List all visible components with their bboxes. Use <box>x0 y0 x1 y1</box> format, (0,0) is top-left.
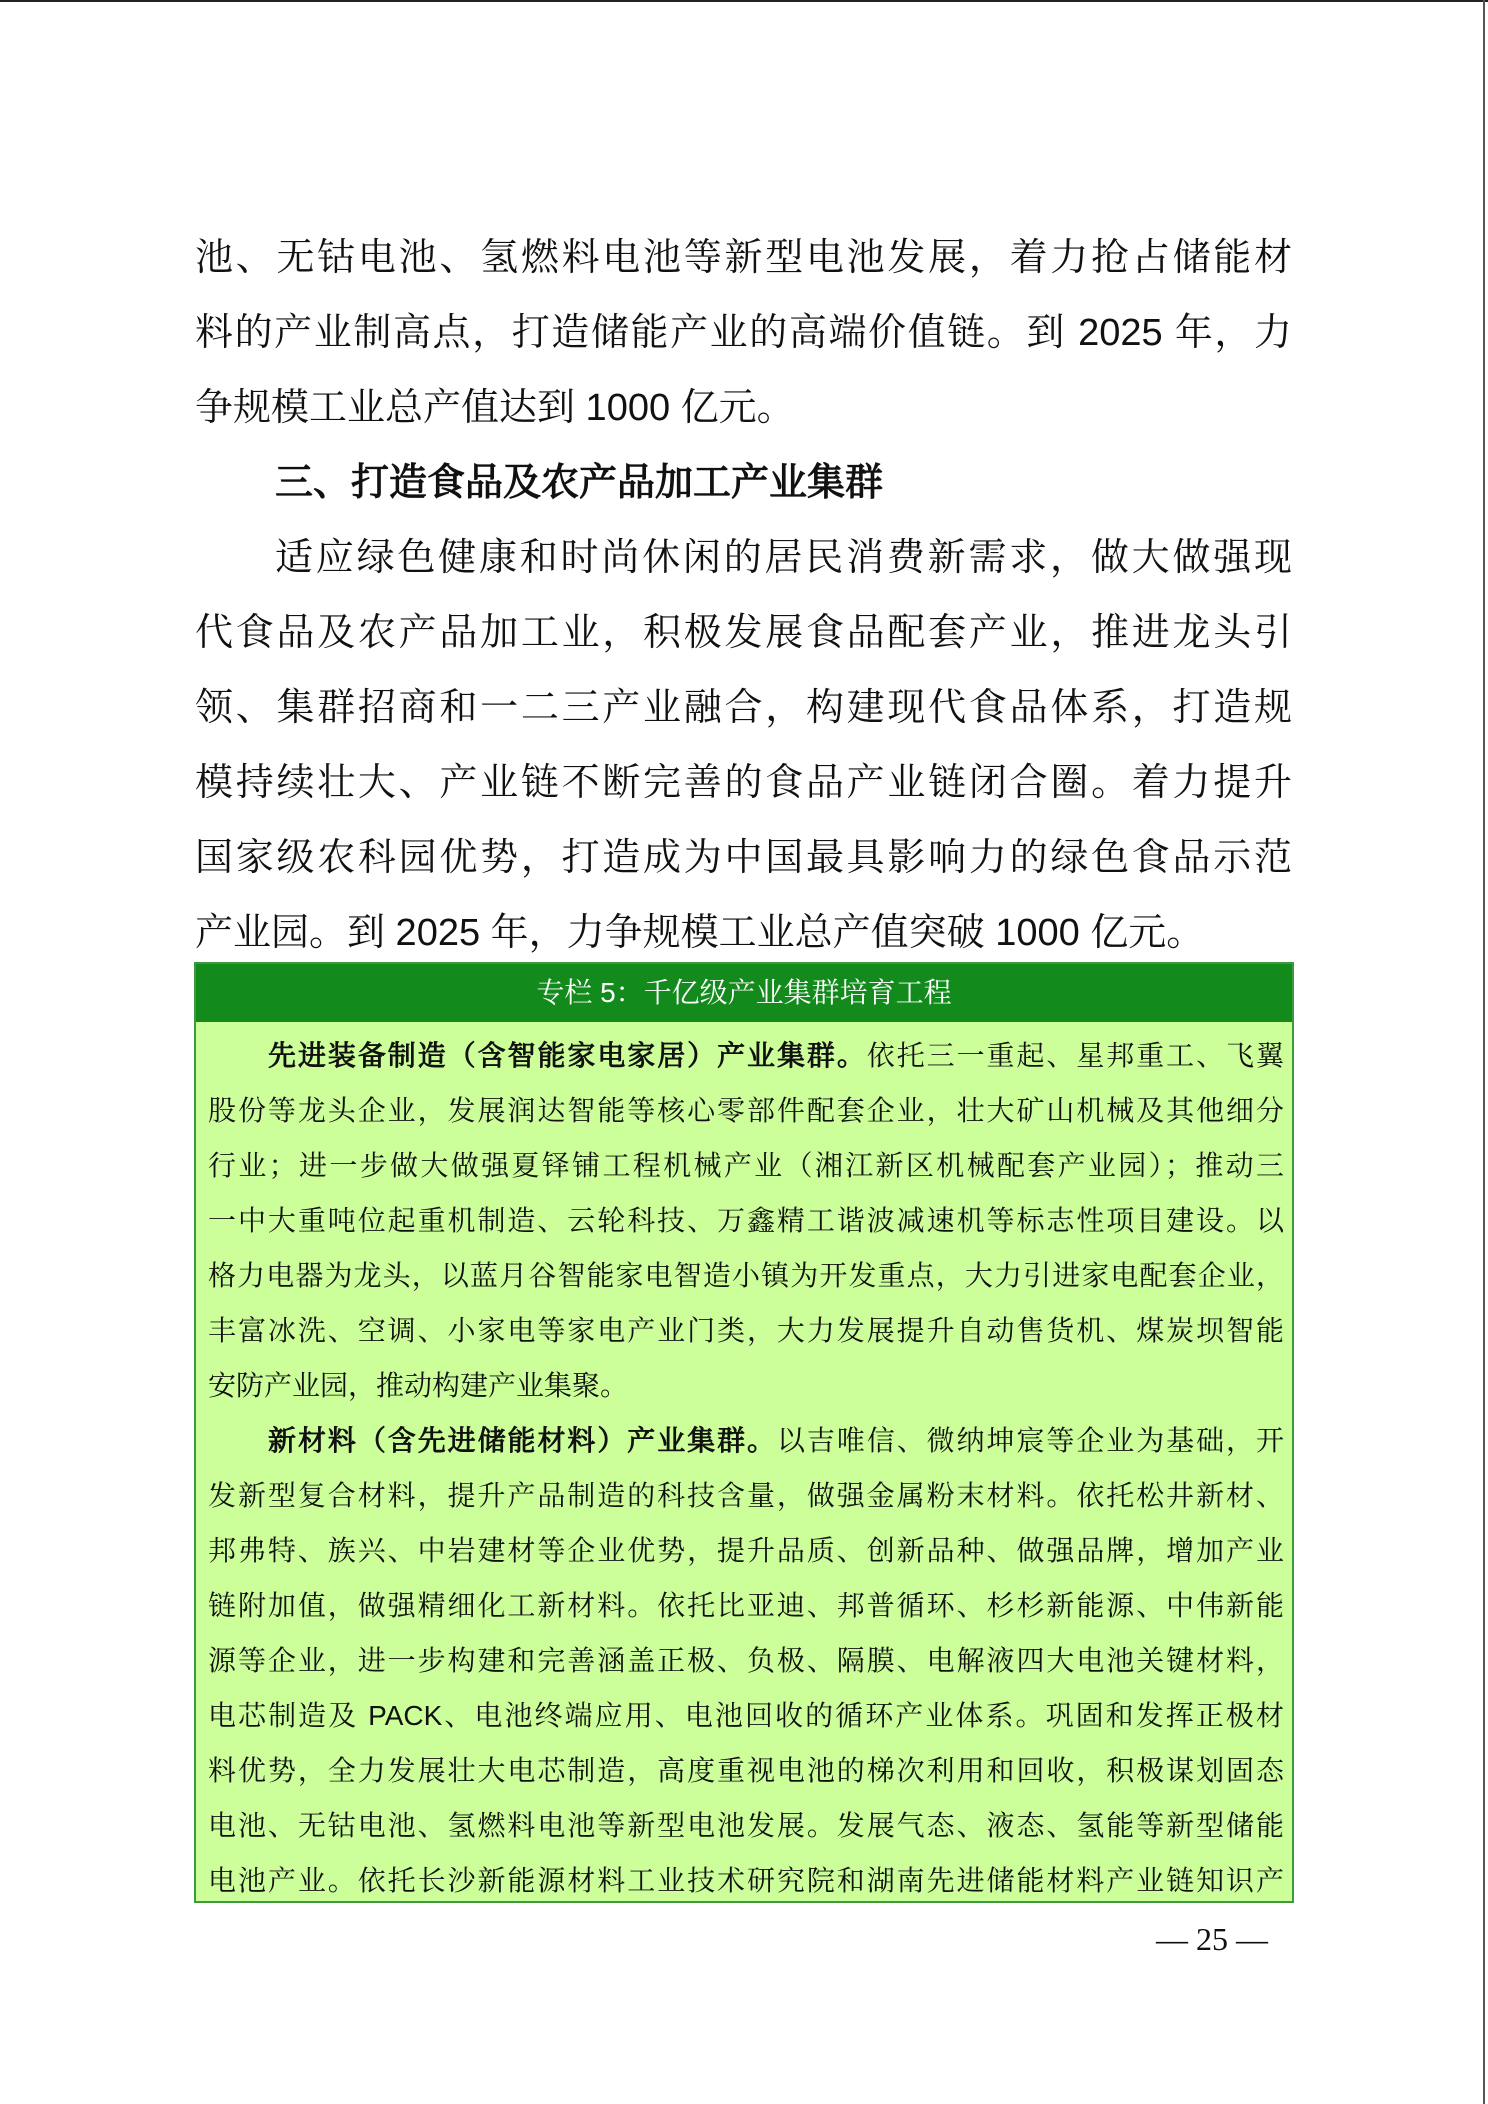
body-text-line: 争规模工业总产值达到 1000 亿元。 <box>195 387 795 429</box>
body-text-line: 国家级农科园优势，打造成为中国最具影响力的绿色食品示范 <box>195 837 1292 879</box>
box-text-line: 电池产业。依托长沙新能源材料工业技术研究院和湖南先进储能材料产业链知识产 <box>208 1865 1284 1896</box>
box-text-line: 链附加值，做强精细化工新材料。依托比亚迪、邦普循环、杉杉新能源、中伟新能 <box>208 1590 1284 1621</box>
box-text-line: 安防产业园，推动构建产业集聚。 <box>208 1370 629 1401</box>
top-border-rule <box>0 0 1488 2</box>
body-text-line: 代食品及农产品加工业，积极发展食品配套产业，推进龙头引 <box>195 612 1292 654</box>
page-number: — 25 — <box>1156 1921 1268 1957</box>
sidebar-box-body <box>196 1022 1292 1903</box>
body-text-line: 池、无钴电池、氢燃料电池等新型电池发展，着力抢占储能材 <box>195 237 1292 279</box>
box-text-line: 丰富冰洗、空调、小家电等家电产业门类，大力发展提升自动售货机、煤炭坝智能 <box>208 1315 1284 1346</box>
box-text: 以吉唯信、微纳坤宸等企业为基础，开 <box>776 1425 1284 1456</box>
box-text-line: 源等企业，进一步构建和完善涵盖正极、负极、隔膜、电解液四大电池关键材料， <box>208 1645 1284 1676</box>
box-text-line: 发新型复合材料，提升产品制造的科技含量，做强金属粉末材料。依托松井新材、 <box>208 1480 1284 1511</box>
body-text-line: 料的产业制高点，打造储能产业的高端价值链。到 2025 年，力 <box>195 312 1292 354</box>
section-heading: 三、打造食品及农产品加工产业集群 <box>275 462 884 504</box>
box-text-line: 电池、无钴电池、氢燃料电池等新型电池发展。发展气态、液态、氢能等新型储能 <box>208 1810 1284 1841</box>
box-text-line: 邦弗特、族兴、中岩建材等企业优势，提升品质、创新品种、做强品牌，增加产业 <box>208 1535 1284 1566</box>
main-text <box>195 221 1292 971</box>
body-text-line: 模持续壮大、产业链不断完善的食品产业链闭合圈。着力提升 <box>195 762 1292 804</box>
right-border-rule <box>1483 0 1485 2104</box>
box-text-line: 一中大重吨位起重机制造、云轮科技、万鑫精工谐波减速机等标志性项目建设。以 <box>208 1205 1284 1236</box>
box-text-line: 料优势，全力发展壮大电芯制造，高度重视电池的梯次利用和回收，积极谋划固态 <box>208 1755 1284 1786</box>
box-text: 依托三一重起、星邦重工、飞翼 <box>866 1040 1284 1071</box>
box-text-line: 行业；进一步做大做强夏铎铺工程机械产业（湘江新区机械配套产业园）；推动三 <box>208 1150 1284 1181</box>
box-item-heading: 先进装备制造（含智能家电家居）产业集群。 <box>268 1040 867 1071</box>
body-text-line: 领、集群招商和一二三产业融合，构建现代食品体系，打造规 <box>195 687 1292 729</box>
box-item-heading: 新材料（含先进储能材料）产业集群。 <box>268 1425 777 1456</box>
box-text-line: 电芯制造及 PACK、电池终端应用、电池回收的循环产业体系。巩固和发挥正极材 <box>208 1700 1284 1731</box>
box-text-line: 格力电器为龙头，以蓝月谷智能家电智造小镇为开发重点，大力引进家电配套企业， <box>208 1260 1284 1291</box>
box-item-first-line <box>208 1413 1284 1468</box>
sidebar-box <box>194 962 1294 1903</box>
box-item-first-line <box>208 1028 1284 1083</box>
body-text-line: 产业园。到 2025 年，力争规模工业总产值突破 1000 亿元。 <box>195 912 1205 954</box>
body-text-line: 适应绿色健康和时尚休闲的居民消费新需求，做大做强现 <box>275 537 1292 579</box>
sidebar-box-title: 专栏 5：千亿级产业集群培育工程 <box>196 964 1292 1022</box>
box-text-line: 股份等龙头企业，发展润达智能等核心零部件配套企业，壮大矿山机械及其他细分 <box>208 1095 1284 1126</box>
